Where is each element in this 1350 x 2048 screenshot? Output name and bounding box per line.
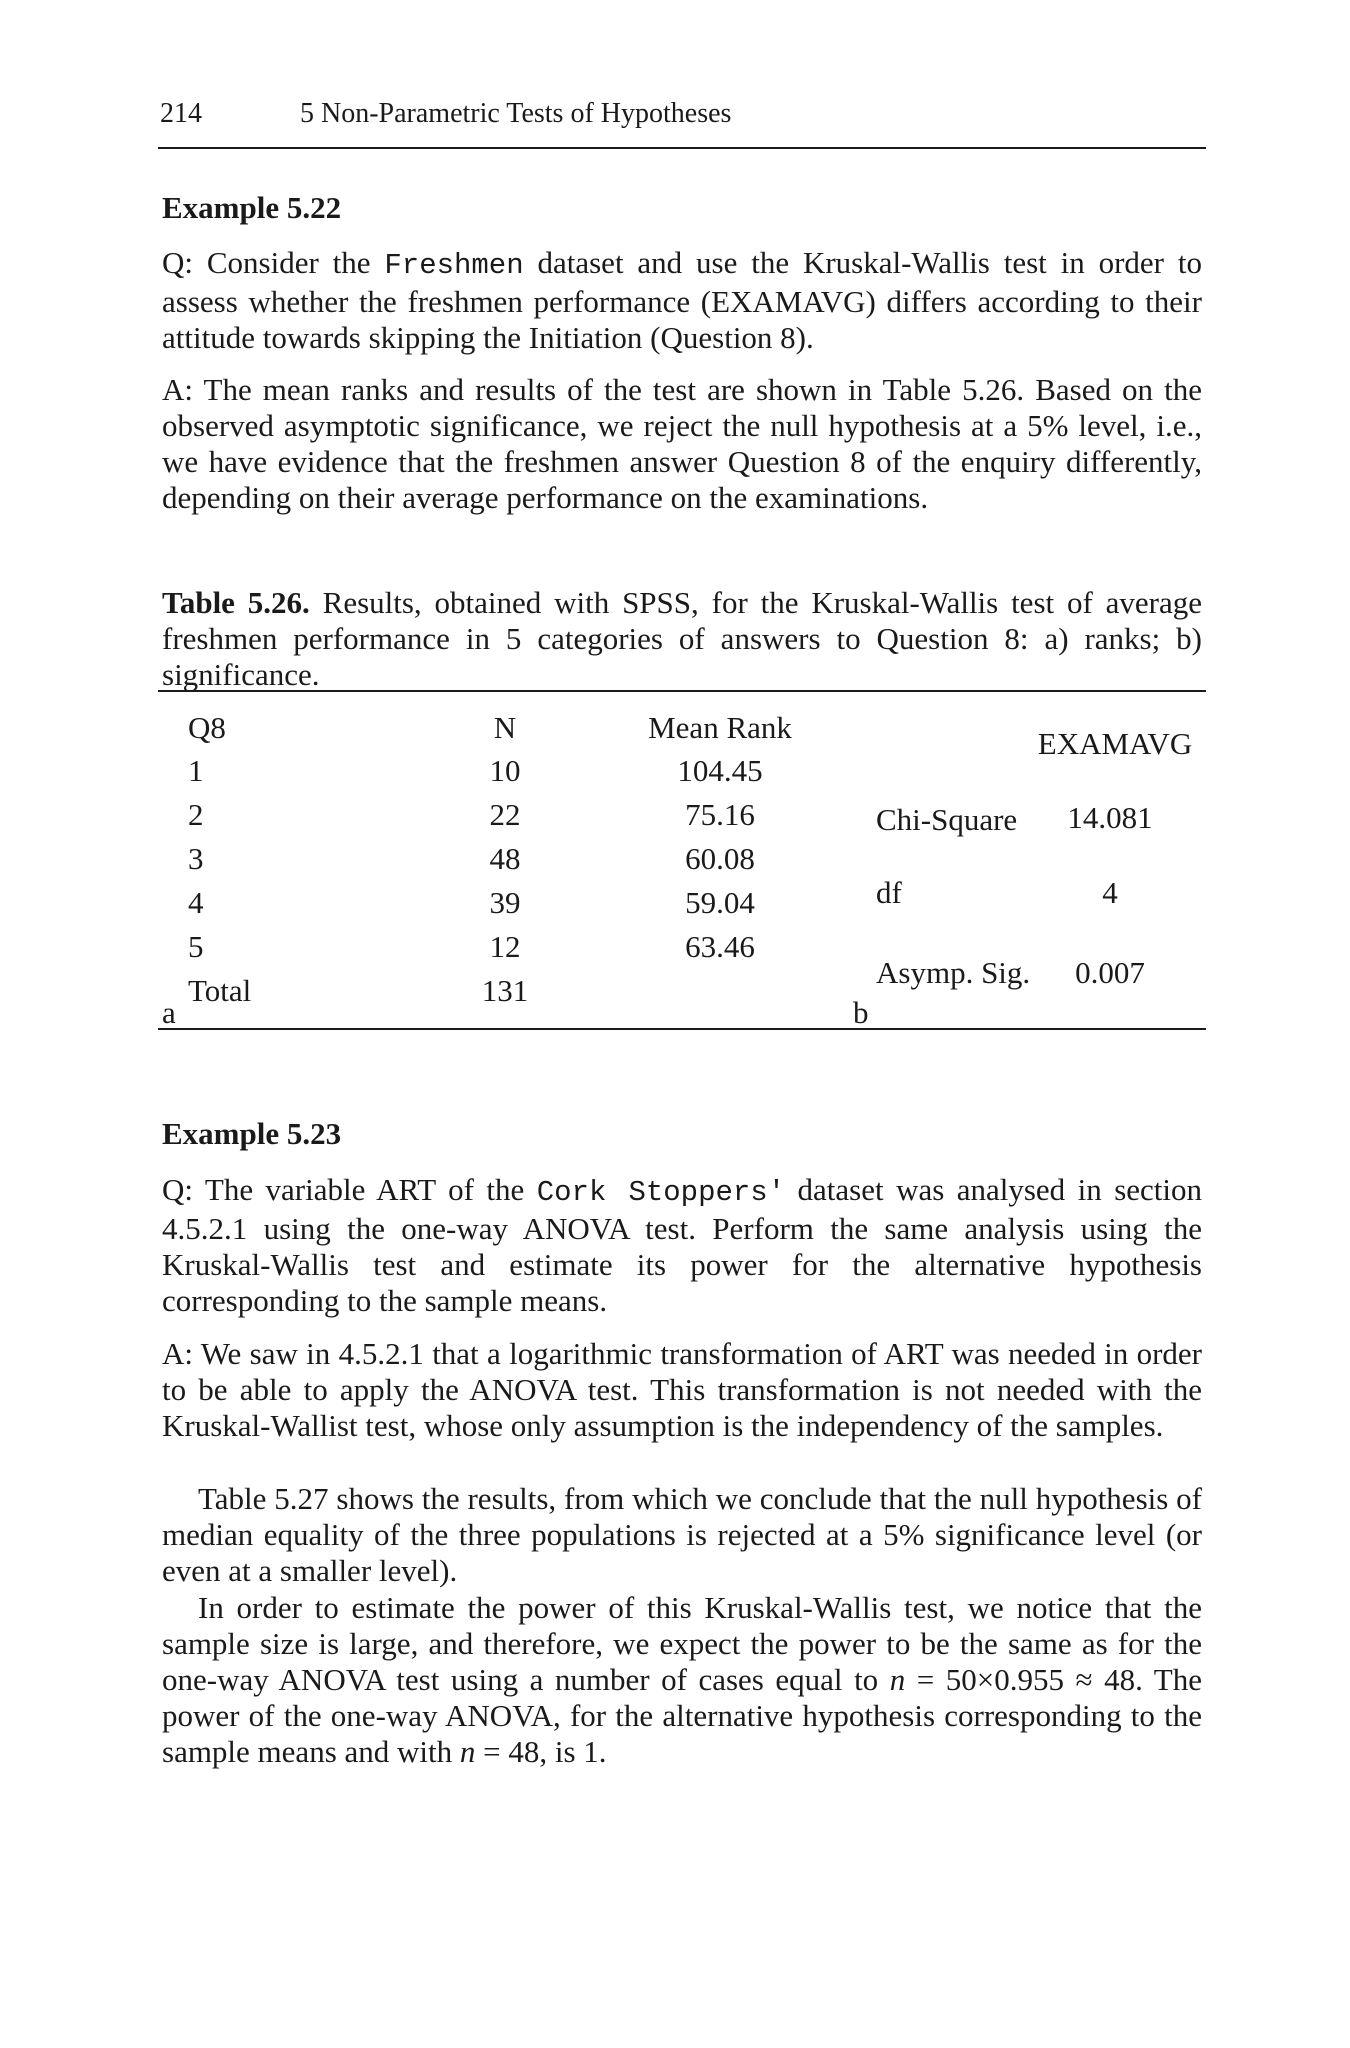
example-answer: A: The mean ranks and results of the test are shown in Table 5.26. Based on the observed asymptotic significance, we reject the null hypothesis at a 5% level, i.e., we have evidence that the freshmen answer Question 8 of the enquiry differently, depending on their average performance on the examinations. bbox=[162, 372, 1202, 515]
chapter-title: 5 Non-Parametric Tests of Hypotheses bbox=[300, 98, 732, 129]
example-answer: A: We saw in 4.5.2.1 that a logarithmic transformation of ART was needed in order to be able to apply the ANOVA test. This transformation is not needed with the Kruskal-Wallist test, whose only assumption is the independency of the samples. bbox=[162, 1336, 1202, 1443]
stat-value: 4 bbox=[1102, 875, 1118, 910]
math-variable: n bbox=[459, 1734, 476, 1769]
stat-label: Chi-Square bbox=[876, 802, 1018, 837]
table-cell-q8: 5 bbox=[188, 929, 204, 964]
stat-value: 0.007 bbox=[1075, 955, 1145, 990]
answer-paragraph: Table 5.27 shows the results, from which we conclude that the null hypothesis of median equality of the three populations is rejected at a 5% significance level (or even at a smaller level). bbox=[162, 1481, 1202, 1588]
table-cell-mean-rank: 75.16 bbox=[685, 797, 755, 832]
table-cell-mean-rank: 104.45 bbox=[677, 753, 763, 788]
page-number: 214 bbox=[160, 98, 202, 129]
paragraph-text: In order to estimate the power of this Kruskal-Wallis test, we notice that the sample size is large, and therefore, we expect the power to be the same as for the one-way ANOVA test using a number of cases equal to bbox=[162, 1590, 1202, 1697]
example-question bbox=[162, 1172, 1202, 1319]
table-cell-q8: 1 bbox=[188, 753, 204, 788]
dataset-name: Cork Stoppers' bbox=[536, 1176, 786, 1209]
table-cell-q8: 4 bbox=[188, 885, 204, 920]
question-text: dataset and use the Kruskal-Wallis test in order to assess whether the freshmen performance (EXAMAVG) differs according to their attitude towards skipping the Initiation (Question 8). bbox=[162, 245, 1202, 355]
stat-value: 14.081 bbox=[1067, 800, 1153, 835]
math-variable: n bbox=[889, 1662, 906, 1697]
table-caption bbox=[162, 585, 1202, 693]
subtable-label-b: b bbox=[853, 995, 869, 1030]
example-heading: Example 5.22 bbox=[162, 190, 342, 225]
table-cell-mean-rank: 60.08 bbox=[685, 841, 755, 876]
table-caption-text: Results, obtained with SPSS, for the Kruskal-Wallis test of average freshmen performance in 5 categories of answers to Question 8: a) ranks; b) significance. bbox=[162, 585, 1202, 692]
question-text: dataset was analysed in section 4.5.2.1 using the one-way ANOVA test. Perform the same analysis using the Kruskal-Wallis test and estimate its power for the alternative hypothesis corresponding to the sample means. bbox=[162, 1172, 1203, 1318]
answer-paragraph bbox=[162, 1590, 1202, 1770]
table-cell-n: 10 bbox=[489, 753, 521, 788]
table-cell-n: 12 bbox=[489, 929, 521, 964]
example-heading: Example 5.23 bbox=[162, 1116, 342, 1151]
running-header bbox=[160, 98, 731, 130]
table-cell-n: 22 bbox=[489, 797, 521, 832]
stat-label: df bbox=[876, 875, 902, 910]
table-caption-label: Table 5.26. bbox=[162, 585, 310, 620]
header-rule bbox=[158, 147, 1206, 149]
table-cell-n: 39 bbox=[489, 885, 521, 920]
table-cell-q8: 3 bbox=[188, 841, 204, 876]
table-header-n: N bbox=[493, 710, 517, 745]
table-bottom-rule bbox=[158, 1028, 1206, 1030]
table-cell-mean-rank: 63.46 bbox=[685, 929, 755, 964]
table-cell-mean-rank: 59.04 bbox=[685, 885, 755, 920]
table-cell-q8: 2 bbox=[188, 797, 204, 832]
example-question bbox=[162, 245, 1202, 356]
question-text: Q: The variable ART of the bbox=[162, 1172, 537, 1207]
table-cell-n: 48 bbox=[489, 841, 521, 876]
table-top-rule bbox=[158, 690, 1206, 692]
subtable-label-a: a bbox=[162, 995, 176, 1030]
table-header-mean-rank: Mean Rank bbox=[648, 710, 792, 745]
table-cell-n: 131 bbox=[481, 973, 529, 1008]
dataset-name: Freshmen bbox=[384, 249, 524, 282]
table-header-examavg: EXAMAVG bbox=[1037, 726, 1193, 761]
table-header-q8: Q8 bbox=[188, 710, 226, 745]
stat-label: Asymp. Sig. bbox=[876, 955, 1031, 990]
table-cell-q8: Total bbox=[188, 973, 252, 1008]
question-text: Q: Consider the bbox=[162, 245, 385, 280]
paragraph-text: = 48, is 1. bbox=[475, 1734, 607, 1769]
paragraph-text: = 50×0.955 ≈ 48. The power of the one-way ANOVA, for the alternative hypothesis corresponding to the sample means and with bbox=[162, 1662, 1202, 1769]
